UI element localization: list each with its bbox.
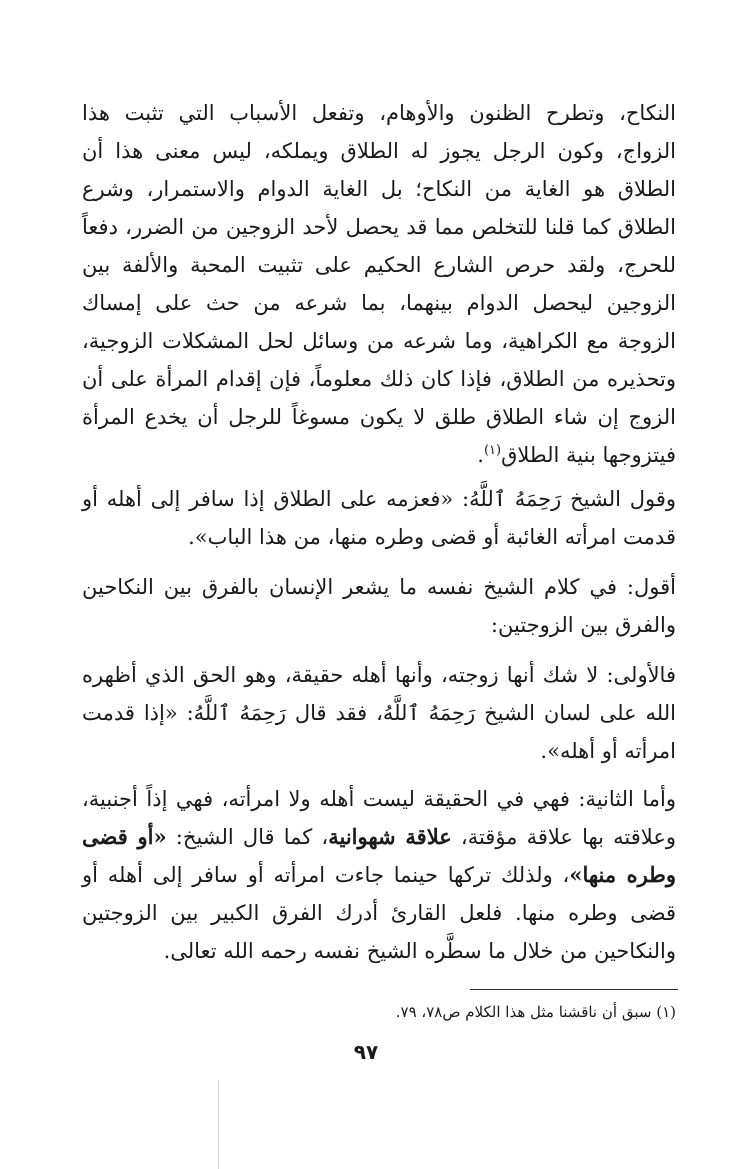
- footnote-divider: [470, 989, 678, 990]
- footnote: [82, 1000, 676, 1024]
- paragraph-5-bold-phrase-2: «أو قضى وطره منها»: [82, 824, 677, 887]
- paragraph-1-end: .: [477, 443, 484, 467]
- body-paragraph-5: [82, 780, 676, 970]
- body-paragraph-1: [82, 94, 676, 474]
- paragraph-5-text-c: ، ولذلك تركها حينما جاءت امرأته أو سافر إلى أهله أو قضى وطره منها. فلعل القارئ أدرك الفرق الكبير بين الزوجتين والنكاحين من خلال ما سطَّره الشيخ نفسه رحمه الله تعالى.: [82, 863, 676, 963]
- paragraph-5-text-b: ، كما قال الشيخ:: [166, 825, 329, 849]
- page-gutter-line: [218, 1080, 219, 1169]
- page-number: ٩٧: [353, 1040, 379, 1064]
- paragraph-5-bold-phrase-1: علاقة شهوانية: [328, 824, 452, 849]
- body-paragraph-3: أقول: في كلام الشيخ نفسه ما يشعر الإنسان بالفرق بين النكاحين والفرق بين الزوجتين:: [82, 575, 676, 637]
- paragraph-1-text: النكاح، وتطرح الظنون والأوهام، وتفعل الأسباب التي تثبت هذا الزواج، وكون الرجل يجوز له الطلاق ويملكه، ليس معنى هذا أن الطلاق هو الغاية من النكاح؛ بل الغاية الدوام والاستمرار، وشرع الطلاق كما قلنا للتخلص مما قد يحصل لأحد الزوجين من الضرر، دفعاً للحرج، ولقد حرص الشارع الحكيم على تثبيت المحبة والألفة بين الزوجين ليحصل الدوام بينهما، بما شرعه من حث على إمساك الزوجة مع الكراهية، وما شرعه من وسائل لحل المشكلات الزوجية، وتحذيره من الطلاق، فإذا كان ذلك معلوماً، فإن إقدام المرأة على أن الزوج إن شاء الطلاق طلق لا يكون مسوغاً للرجل أن يخدع المرأة فيتزوجها بنية الطلاق: [82, 101, 676, 467]
- footnote-text: سبق أن ناقشنا مثل هذا الكلام ص٧٨، ٧٩.: [395, 1003, 652, 1021]
- footnote-reference[interactable]: (١): [483, 443, 502, 458]
- paragraph-5-text-a: وأما الثانية: فهي في الحقيقة ليست أهله ولا امرأته، فهي إذاً أجنبية، وعلاقته بها علاقة مؤقتة،: [82, 787, 676, 849]
- body-paragraph-2: وقول الشيخ رَحِمَهُ ٱللَّهُ: «فعزمه على الطلاق إذا سافر إلى أهله أو قدمت امرأته الغائبة أو قضى وطره منها، من هذا الباب».: [82, 487, 676, 549]
- footnote-number: (١): [656, 1003, 676, 1021]
- body-paragraph-4: فالأولى: لا شك أنها زوجته، وأنها أهله حقيقة، وهو الحق الذي أظهره الله على لسان الشيخ رَحِمَهُ ٱللَّهُ، فقد قال رَحِمَهُ ٱللَّهُ: «إذا قدمت امرأته أو أهله».: [82, 663, 676, 763]
